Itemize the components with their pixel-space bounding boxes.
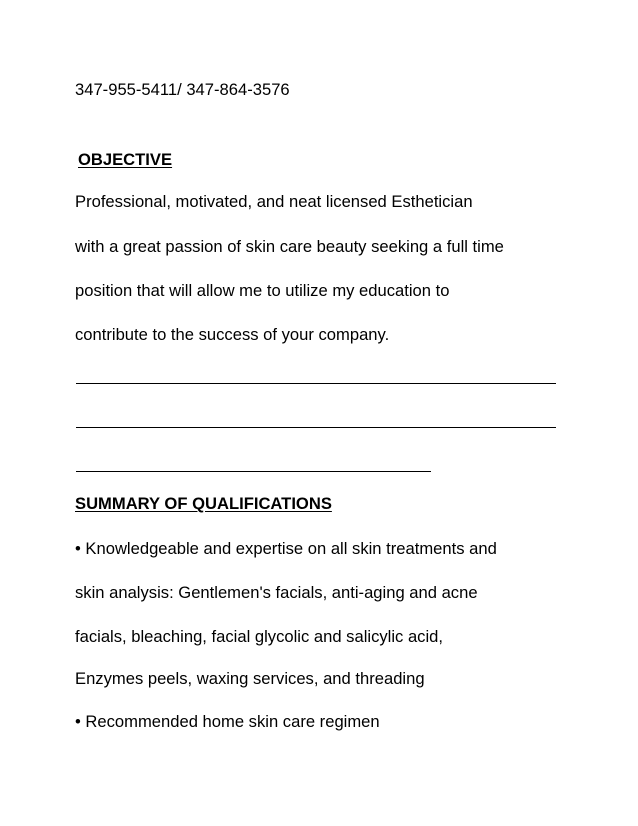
summary-line: • Knowledgeable and expertise on all skin treatments and [75, 539, 497, 558]
divider-line [76, 427, 556, 428]
divider-line [76, 471, 431, 472]
contact-phone: 347-955-5411/ 347-864-3576 [75, 80, 290, 99]
summary-heading: SUMMARY OF QUALIFICATIONS [75, 494, 332, 513]
summary-line: • Recommended home skin care regimen [75, 712, 380, 731]
divider-line [76, 383, 556, 384]
objective-line: contribute to the success of your company. [75, 325, 390, 344]
objective-line: position that will allow me to utilize my education to [75, 281, 450, 300]
objective-heading: OBJECTIVE [78, 150, 173, 169]
objective-line: Professional, motivated, and neat licensed Esthetician [75, 192, 473, 211]
objective-line: with a great passion of skin care beauty seeking a full time [75, 237, 504, 256]
summary-line: facials, bleaching, facial glycolic and salicylic acid, [75, 627, 444, 646]
summary-line: skin analysis: Gentlemen's facials, anti-aging and acne [75, 583, 478, 602]
summary-line: Enzymes peels, waxing services, and threading [75, 669, 425, 688]
